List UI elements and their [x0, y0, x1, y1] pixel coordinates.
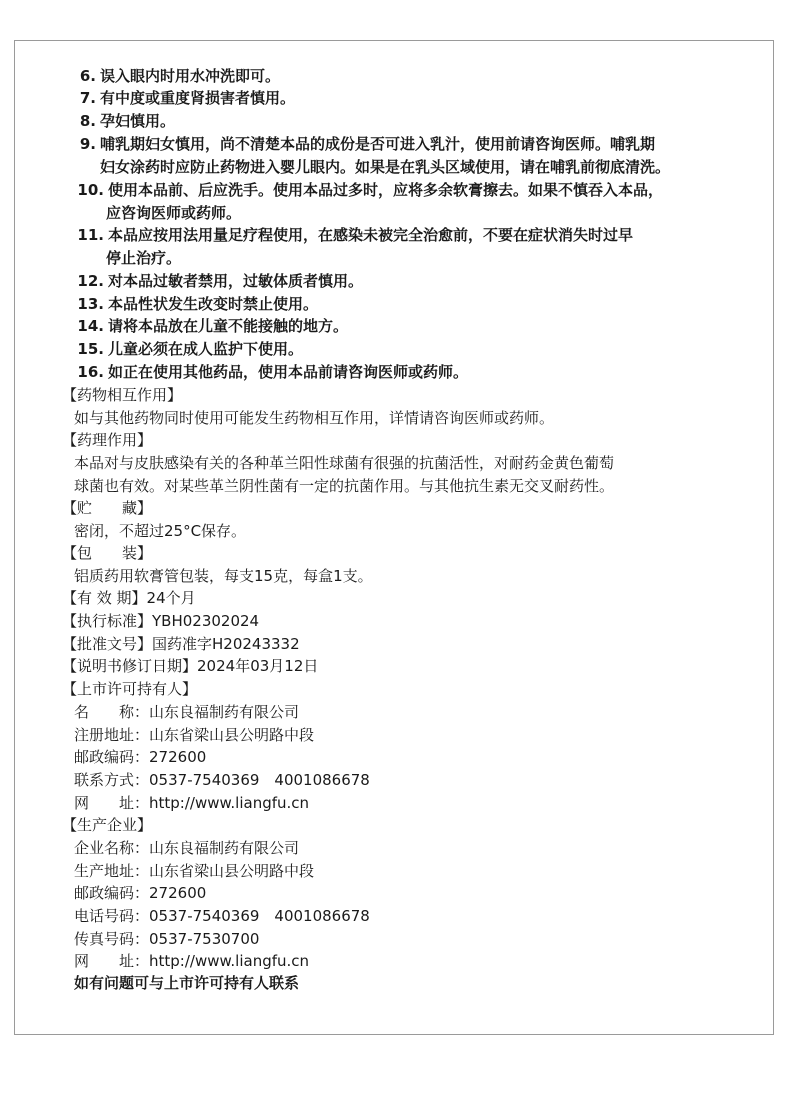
interactions-heading: 【药物相互作用】 — [62, 386, 183, 404]
pharmacology-heading: 【药理作用】 — [62, 431, 153, 449]
storage-text: 密闭，不超过25°C保存。 — [74, 522, 247, 540]
warning-text: 有中度或重度肾损害者慎用。 — [100, 89, 296, 107]
warning-number: 12. — [77, 272, 104, 290]
warning-line — [76, 225, 633, 245]
warning-number: 6. — [79, 67, 96, 85]
field-label: 网 址： — [74, 952, 150, 970]
field-value: http://www.liangfu.cn — [149, 952, 310, 970]
package-heading: 【包 装】 — [62, 544, 153, 562]
field-label: 注册地址： — [74, 726, 150, 744]
warning-text: 对本品过敏者禁用，过敏体质者慎用。 — [108, 272, 364, 290]
warning-line — [76, 271, 363, 291]
field-label: 名 称： — [74, 703, 150, 721]
field-label: 网 址： — [74, 794, 150, 812]
pharmacology-text: 本品对与皮肤感染有关的各种革兰阳性球菌有很强的抗菌活性，对耐药金黄色葡萄 — [74, 454, 615, 472]
field-label: 企业名称： — [74, 839, 150, 857]
warning-number: 11. — [77, 226, 104, 244]
storage-heading: 【贮 藏】 — [62, 499, 153, 517]
manufacturer-field — [74, 929, 259, 949]
field-value: 山东良福制药有限公司 — [149, 839, 300, 857]
field-label: 传真号码： — [74, 930, 150, 948]
warning-number: 10. — [77, 181, 104, 199]
warning-text: 哺乳期妇女慎用，尚不清楚本品的成份是否可进入乳汁，使用前请咨询医师。哺乳期 — [100, 135, 656, 153]
revision-line — [62, 656, 318, 676]
warning-line — [76, 294, 318, 314]
holder-heading: 【上市许可持有人】 — [62, 680, 198, 698]
field-label: 联系方式： — [74, 771, 150, 789]
warning-number: 15. — [77, 340, 104, 358]
field-value: 山东省梁山县公明路中段 — [149, 862, 315, 880]
manufacturer-heading: 【生产企业】 — [62, 816, 153, 834]
manufacturer-field — [74, 883, 206, 903]
warning-text: 儿童必须在成人监护下使用。 — [108, 340, 304, 358]
field-value: http://www.liangfu.cn — [149, 794, 310, 812]
holder-field — [74, 725, 314, 745]
warning-number: 9. — [79, 135, 96, 153]
validity-heading: 【有 效 期】 — [62, 589, 147, 607]
warning-line — [76, 339, 303, 359]
revision-heading: 【说明书修订日期】 — [62, 657, 198, 675]
approval-heading: 【批准文号】 — [62, 635, 153, 653]
holder-field — [74, 747, 206, 767]
warning-number: 13. — [77, 295, 104, 313]
field-value: 0537-7530700 — [149, 930, 260, 948]
standard-value: YBH02302024 — [152, 612, 260, 630]
revision-value: 2024年03月12日 — [197, 657, 319, 675]
field-label: 生产地址： — [74, 862, 150, 880]
package-text: 铝质药用软膏管包装，每支15克，每盒1支。 — [74, 567, 373, 585]
warning-number: 8. — [79, 112, 96, 130]
manufacturer-field — [74, 861, 314, 881]
warning-text: 使用本品前、后应洗手。使用本品过多时，应将多余软膏擦去。如果不慎吞入本品， — [108, 181, 664, 199]
standard-line — [62, 611, 259, 631]
warning-line: 应咨询医师或药师。 — [106, 204, 242, 222]
warning-number: 7. — [79, 89, 96, 107]
field-label: 电话号码： — [74, 907, 150, 925]
holder-field — [74, 702, 299, 722]
validity-value: 24个月 — [146, 589, 196, 607]
warning-line — [76, 88, 295, 108]
warning-line — [76, 66, 280, 86]
approval-value: 国药准字H20243332 — [152, 635, 300, 653]
interactions-text: 如与其他药物同时使用可能发生药物相互作用，详情请咨询医师或药师。 — [74, 409, 555, 427]
manufacturer-field — [74, 951, 309, 971]
warning-line — [76, 134, 655, 154]
field-value: 272600 — [149, 884, 207, 902]
holder-field — [74, 793, 309, 813]
warning-line: 妇女涂药时应防止药物进入婴儿眼内。如果是在乳头区域使用，请在哺乳前彻底清洗。 — [100, 158, 671, 176]
warning-text: 本品性状发生改变时禁止使用。 — [108, 295, 319, 313]
validity-line — [62, 588, 196, 608]
warning-text: 请将本品放在儿童不能接触的地方。 — [108, 317, 349, 335]
field-label: 邮政编码： — [74, 884, 150, 902]
warning-line — [76, 362, 468, 382]
warning-text: 本品应按用法用量足疗程使用，在感染未被完全治愈前，不要在症状消失时过早 — [108, 226, 634, 244]
field-value: 0537-7540369 4001086678 — [149, 907, 370, 925]
field-label: 邮政编码： — [74, 748, 150, 766]
manufacturer-field — [74, 838, 299, 858]
warning-number: 14. — [77, 317, 104, 335]
warning-text: 孕妇慎用。 — [100, 112, 176, 130]
field-value: 272600 — [149, 748, 207, 766]
standard-heading: 【执行标准】 — [62, 612, 153, 630]
warning-text: 误入眼内时用水冲洗即可。 — [100, 67, 281, 85]
warning-line — [76, 180, 663, 200]
warning-line — [76, 316, 348, 336]
footer-note: 如有问题可与上市许可持有人联系 — [74, 974, 300, 992]
field-value: 山东省梁山县公明路中段 — [149, 726, 315, 744]
warning-line — [76, 111, 175, 131]
field-value: 0537-7540369 4001086678 — [149, 771, 370, 789]
pharmacology-text: 球菌也有效。对某些革兰阴性菌有一定的抗菌作用。与其他抗生素无交叉耐药性。 — [74, 477, 615, 495]
holder-field — [74, 770, 370, 790]
approval-line — [62, 634, 300, 654]
field-value: 山东良福制药有限公司 — [149, 703, 300, 721]
warning-text: 如正在使用其他药品，使用本品前请咨询医师或药师。 — [108, 363, 469, 381]
manufacturer-field — [74, 906, 370, 926]
warning-number: 16. — [77, 363, 104, 381]
warning-line: 停止治疗。 — [106, 249, 182, 267]
